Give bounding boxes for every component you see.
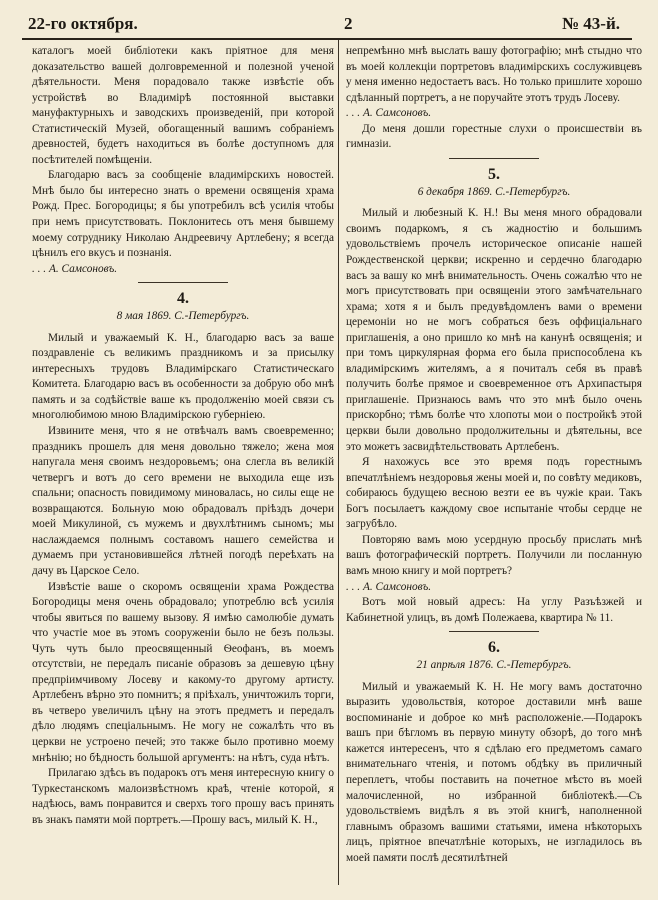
page-header [22,8,632,40]
letter-dateline: 21 апрѣля 1876. С.-Петербургъ. [416,659,572,672]
letter-dateline: 6 декабря 1869. С.-Петербургъ. [417,185,571,198]
signature: . . . А. Самсоновъ. [346,107,432,120]
signature: . . . А. Самсоновъ. [346,580,432,593]
paragraph: Извѣстіе ваше о скоромъ освященіи храма Рождества Богородицы меня очень обрадовало; употреблю всѣ усилія чтобы явиться по вашему вызову. Я имѣю самолюбіе думать что участіе мое въ этомъ сооруженіи было не безъ пользы. Чуть чуть было преосвященный Ѳеофанъ, въ моемъ отсутствіи, не передалъ писаніе образовъ за дешевую цѣну предпріимчивому Лосеву и какому-то другому артисту. Артлебенъ вѣрно это помнитъ; я пріѣхалъ, уничтожилъ торги, въ четверо увеличилъ цѣну на этотъ предметъ и передалъ дѣло людямъ спеціальнымъ. Не могу не сожалѣть что въ церкви не устроено печей; это также было противно моему мнѣнію; но бѣдность большой аргументъ: на нѣтъ, суда нѣтъ. [32,580,334,764]
right-column [346,44,642,866]
signature: . . . А. Самсоновъ. [32,262,118,275]
divider [449,158,539,159]
letter-number: 6. [488,639,500,657]
column-divider [338,40,339,885]
header-date: 22-го октября. [28,14,138,33]
letter-dateline: 8 мая 1869. С.-Петербургъ. [116,310,250,323]
paragraph: Вотъ мой новый адресъ: На углу Разъѣзжей и Кабинетной улицъ, въ домѣ Полежаева, квартира № 11. [346,596,642,624]
paragraph: Прилагаю здѣсь въ подарокъ отъ меня интересную книгу о Туркестанскомъ малоизвѣстномъ краѣ, чтеніе которой, я надѣюсь, вамъ понравится и сверхъ того прошу васъ принять въ знакъ памяти мой портретъ.—Прошу васъ, милый К. Н., [32,767,334,826]
letter-number: 4. [177,290,189,308]
paragraph: Повторяю вамъ мою усердную просьбу прислать мнѣ вашъ фотографическій портретъ. Получили ли посланную вамъ мною книгу и мой портретъ? [346,533,642,577]
paragraph: До меня дошли горестные слухи о происшествіи въ гимназіи. [346,122,642,151]
issue-number: № 43-й. [561,14,620,33]
left-column [32,44,334,828]
paragraph: непремѣнно мнѣ выслать вашу фотографію; мнѣ стыдно что въ моей коллекціи портретовъ владимірскихъ сослуживцевъ у меня именно недостаетъ васъ. Но только пришлите хорошо сдѣланный портретъ, а не поручайте этотъ трудъ Лосеву. [346,45,642,104]
paragraph: Милый и уважаемый К. Н. Не могу вамъ достаточно выразить удовольствія, которое доставили мнѣ ваше воспоминаніе и доброе ко мнѣ расположеніе.—Подарокъ вашъ при бѣгломъ въ первую минуту обзорѣ, до того мнѣ кажется интересенъ, что я сдѣлаю его предметомъ самаго внимательнаго чтенія, и потомъ обдѣку въ приличный переплетъ, чтобы поставить на почетное мѣсто въ моей малочисленной, но избранной библіотекѣ.—Съ удовольствіемъ видѣлъ я въ этой книгѣ, наполненной главнымъ образомъ вашими статьями, имена нѣкоторыхъ лицъ, пріятное впечатлѣніе которыхъ, не изгладилось въ моей памяти послѣ десятилѣтней [346,680,642,864]
paragraph: Благодарю васъ за сообщеніе владимірскихъ новостей. Мнѣ было бы интересно знать о времени освященія храма Рожд. Прес. Богородицы; я бы употребилъ всѣ усилія чтобы при немъ присутствовать. Поклонитесь отъ меня бывшему моему сотруднику Николаю Андреевичу Артлебену; я всегда цѣнилъ его вкусъ и познанія. [32,169,334,260]
letter-number: 5. [488,165,500,183]
paragraph: Милый и любезный К. Н.! Вы меня много обрадовали своимъ подаркомъ, я съ жадностію и большимъ удовольствіемъ прочелъ историческое описаніе нашей Рождественской церкви; искренно и сердечно благодарю васъ за вашу ко мнѣ внимательность. Очень сожалѣю что не могъ присутствовать при освященіи этого замѣчательнаго храма; хотя я и былъ предувѣдомленъ вами о времени церемоніи но не могъ собраться безъ оффиціальнаго приглашенія, а оно пришло ко мнѣ на канунѣ освященія; и при томъ циркулярная форма его была приспособлена къ владимірскимъ жителямъ, а я почиталъ себя въ правѣ получить болѣе прямое и своевременное отъ Архипастыря приглашеніе. Признаюсь вамъ что это мнѣ было очень прискорбно; тѣмъ болѣе что хлопоты мои о постройкѣ этой церкви были довольно продолжительны и дѣятельны, все это можетъ засвидѣтельствовать Артлебенъ. [346,207,642,453]
divider [138,282,228,283]
paragraph: каталогъ моей библіотеки какъ пріятное для меня доказательство вашей долговременной и полезной ученой дѣятельности. Меня порадовало также извѣстіе объ устройствѣ во Владимірѣ постоянной выставки мануфактурныхъ и заводскихъ произведеній, при которой Статистическій Музей, обогащенный вашимъ собраніемъ древностей, будетъ находиться въ болѣе доступномъ для посѣтителей помѣщеніи. [32,45,334,166]
divider [449,631,539,632]
paragraph: Милый и уважаемый К. Н., благодарю васъ за ваше поздравленіе съ великимъ праздникомъ и за присылку интересныхъ трудовъ Владимірскаго Статистическаго Комитета. Благодарю васъ въ особенности за добрую обо мнѣ память и за содѣйствіе ваше къ продолженію моей связи съ многолюбимою мною Владимірскою губерніею. [32,331,334,422]
paragraph: Извините меня, что я не отвѣчалъ вамъ своевременно; праздникъ прошелъ для меня довольно тяжело; жена моя напугала меня своимъ нездоровьемъ; она слегла въ великій четвергъ и вотъ до сего времени не выходила еще изъ спальни; опасность повидимому миновалась, но силы еще не возвращаются. Больную мою обрадовалъ пріѣздъ дочери моей Микулиной, съ мужемъ и двухлѣтнимъ сыномъ; мы наслаждаемся полнымъ составомъ нашего семейства и думаемъ при установившейся лѣтней погодѣ переѣхать на дачу въ Царское Село. [32,425,334,577]
page-number: 2 [344,14,353,33]
paragraph: Я нахожусь все это время подъ горестнымъ впечатлѣніемъ нездоровья жены моей и, по совѣту медиковъ, собираюсь будущею весною везти ее въ чужіе краи. Такъ Богъ посылаетъ каждому свое испытаніе чтобы сердце не загрубѣло. [346,456,642,531]
